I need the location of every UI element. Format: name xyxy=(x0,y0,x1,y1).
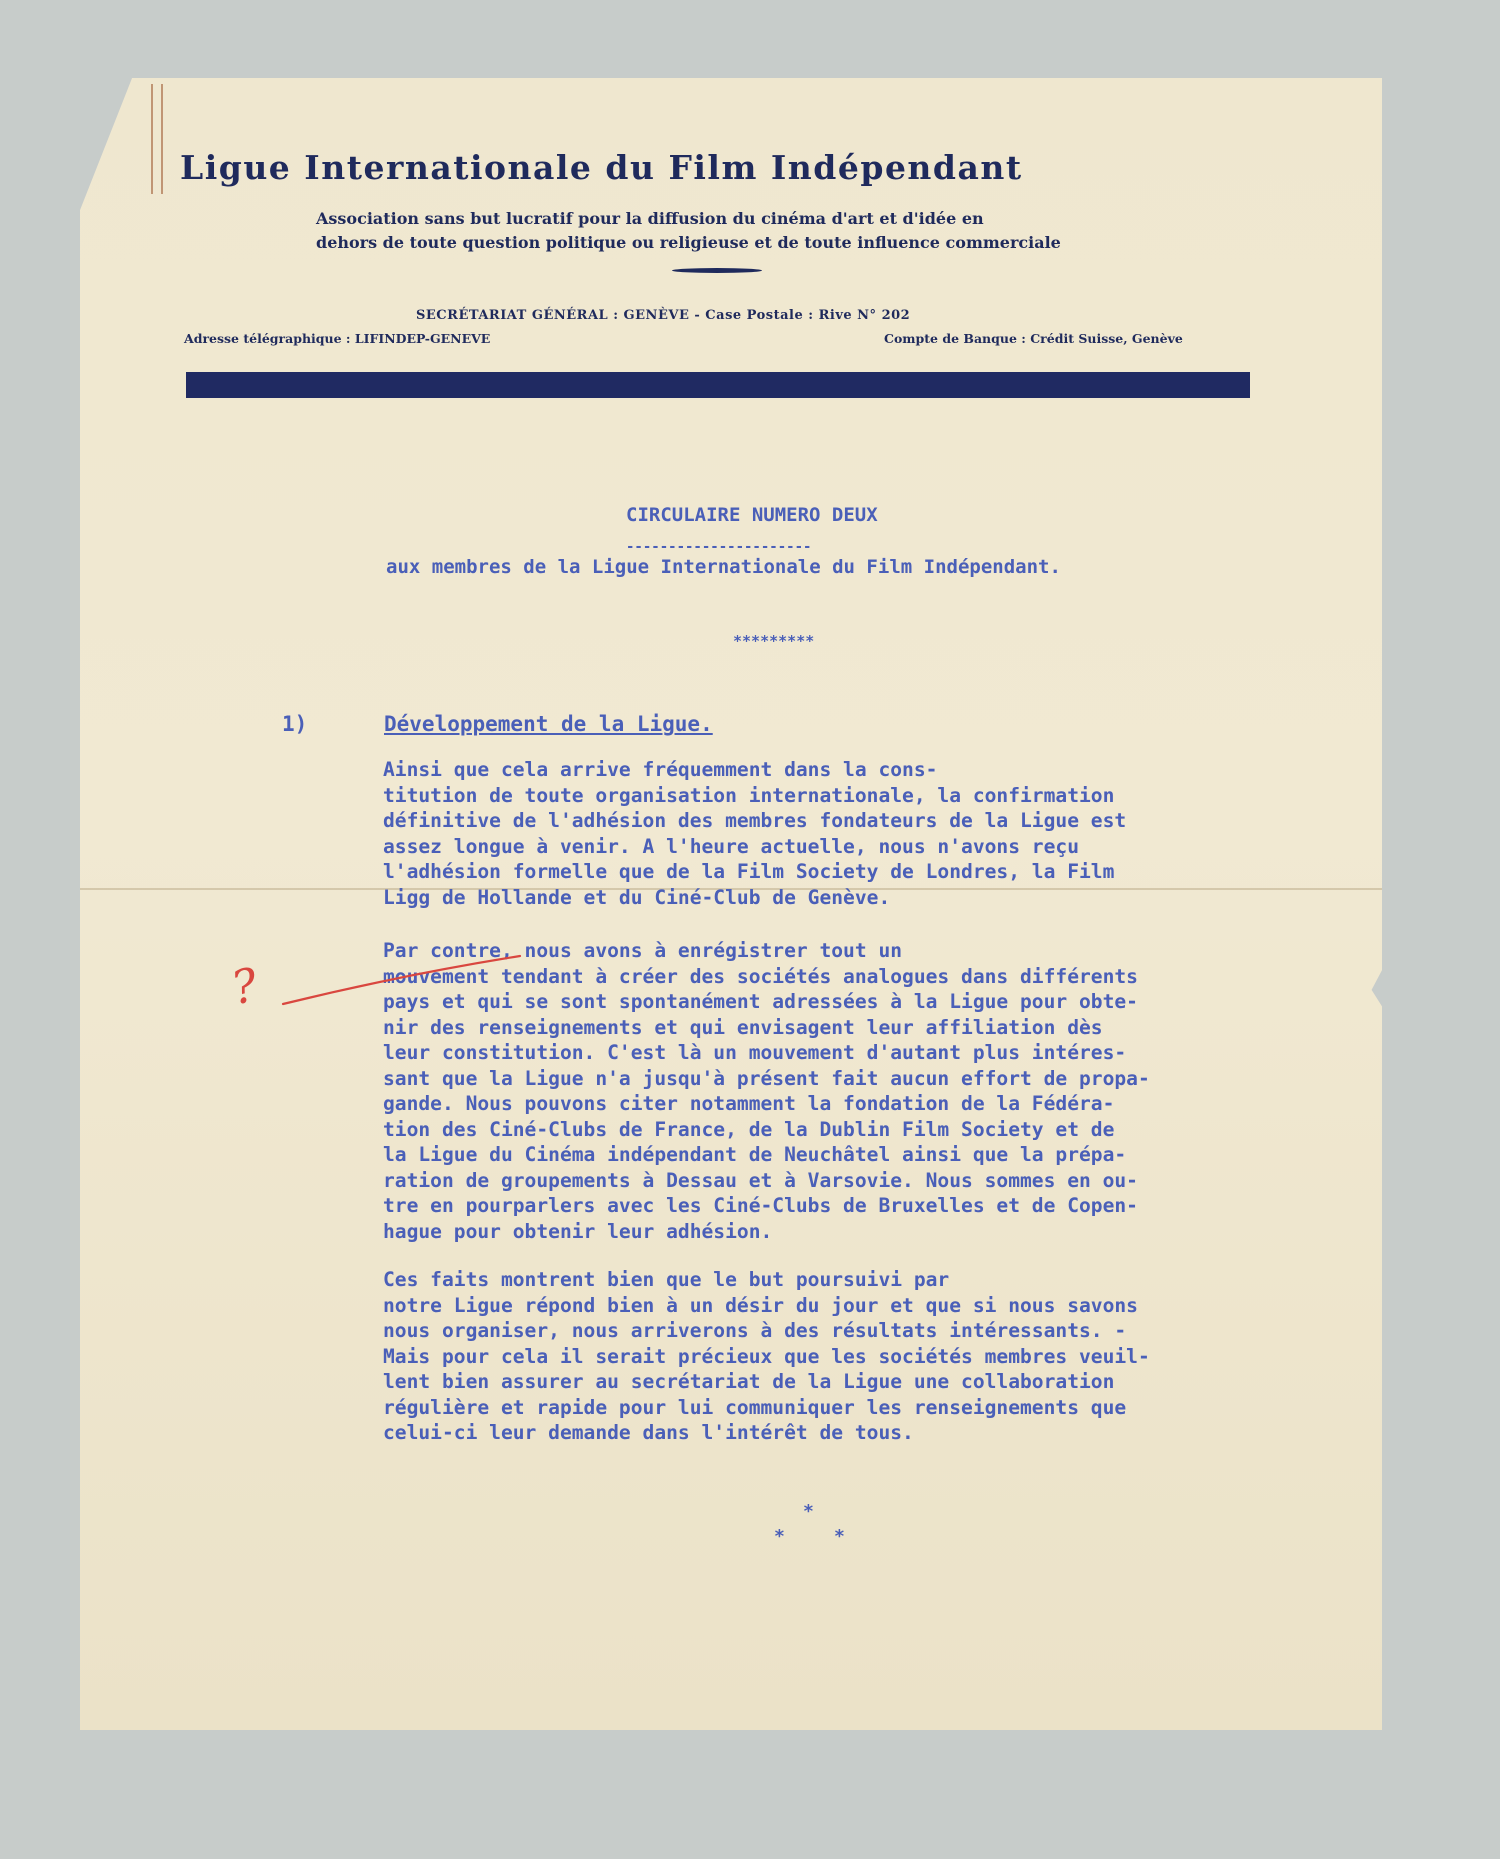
text-line: Mais pour cela il serait précieux que les sociétés membres veuil- xyxy=(383,1344,1150,1368)
letterhead-telegraph-address: Adresse télégraphique : LIFINDEP-GENEVE xyxy=(184,331,491,346)
text-line: définitive de l'adhésion des membres fondateurs de la Ligue est xyxy=(383,809,1127,832)
text-line: tion des Ciné-Clubs de France, de la Dublin Film Society et de xyxy=(383,1117,1115,1141)
paragraph-3 xyxy=(383,1267,1150,1446)
text-line: la Ligue du Cinéma indépendant de Neuchâtel ainsi que la prépa- xyxy=(383,1143,1127,1166)
closing-star: * xyxy=(834,1526,845,1547)
letterhead-secretariat: SECRÉTARIAT GÉNÉRAL : GENÈVE - Case Postale : Rive N° 202 xyxy=(416,308,911,323)
section-number: 1) xyxy=(282,712,308,736)
text-line: régulière et rapide pour lui communiquer les renseignements que xyxy=(383,1395,1127,1419)
text-line: celui-ci leur demande dans l'intérêt de tous. xyxy=(383,1421,914,1444)
text-line: pays et qui se sont spontanément adressées à la Ligue pour obte- xyxy=(383,990,1138,1013)
staple-mark xyxy=(151,84,153,194)
tagline-line: dehors de toute question politique ou religieuse et de toute influence commerciale xyxy=(316,233,1061,252)
text-line: nous organiser, nous arriverons à des résultats intéressants. - xyxy=(383,1319,1127,1342)
text-line: lent bien assurer au secrétariat de la Ligue une collaboration xyxy=(383,1370,1115,1393)
text-line: leur constitution. C'est là un mouvement d'autant plus intéres- xyxy=(383,1041,1127,1064)
text-line: Par contre, nous avons à enrégistrer tout un xyxy=(383,939,903,962)
text-line: ration de groupements à Dessau et à Varsovie. Nous sommes en ou- xyxy=(383,1168,1138,1192)
paragraph-1 xyxy=(383,757,1126,910)
text-line: tre en pourparlers avec les Ciné-Clubs de Bruxelles et de Copen- xyxy=(383,1194,1138,1217)
text-line: assez longue à venir. A l'heure actuelle, nous n'avons reçu xyxy=(383,834,1079,858)
text-line: nir des renseignements et qui envisagent leur affiliation dès xyxy=(383,1015,1103,1039)
circular-title-underline: ---------------------- xyxy=(626,539,812,555)
closing-star: * xyxy=(803,1501,814,1522)
text-line: titution de toute organisation internationale, la confirmation xyxy=(383,783,1115,807)
text-line: Ces faits montrent bien que le but poursuivi par xyxy=(383,1268,950,1291)
annotation-question-mark: ? xyxy=(226,957,263,1016)
text-line: hague pour obtenir leur adhésion. xyxy=(383,1219,773,1243)
letterhead-ornament xyxy=(672,268,762,273)
circular-title: CIRCULAIRE NUMERO DEUX xyxy=(626,504,878,526)
section-heading: Développement de la Ligue. xyxy=(384,712,713,736)
letterhead-rule-bar xyxy=(186,372,1250,398)
letterhead-title: Ligue Internationale du Film Indépendant xyxy=(180,148,1023,187)
text-line: Ligg de Hollande et du Ciné-Club de Genève. xyxy=(383,885,891,909)
staple-mark xyxy=(161,84,163,194)
text-line: mouvement tendant à créer des sociétés analogues dans différents xyxy=(383,964,1138,988)
circular-subtitle: aux membres de la Ligue Internationale du Film Indépendant. xyxy=(386,556,1061,578)
text-line: notre Ligue répond bien à un désir du jour et que si nous savons xyxy=(383,1293,1138,1317)
letterhead-bank-account: Compte de Banque : Crédit Suisse, Genève xyxy=(884,331,1183,346)
tagline-line: Association sans but lucratif pour la diffusion du cinéma d'art et d'idée en xyxy=(316,209,984,228)
section-separator: ********* xyxy=(733,632,815,650)
text-line: l'adhésion formelle que de la Film Society de Londres, la Film xyxy=(383,860,1115,883)
text-line: sant que la Ligue n'a jusqu'à présent fait aucun effort de propa- xyxy=(383,1066,1150,1090)
text-line: gande. Nous pouvons citer notamment la fondation de la Fédéra- xyxy=(383,1092,1115,1115)
paragraph-2 xyxy=(383,938,1150,1244)
letterhead-tagline xyxy=(316,207,1136,255)
text-line: Ainsi que cela arrive fréquemment dans la cons- xyxy=(383,758,938,781)
closing-star: * xyxy=(774,1526,785,1547)
